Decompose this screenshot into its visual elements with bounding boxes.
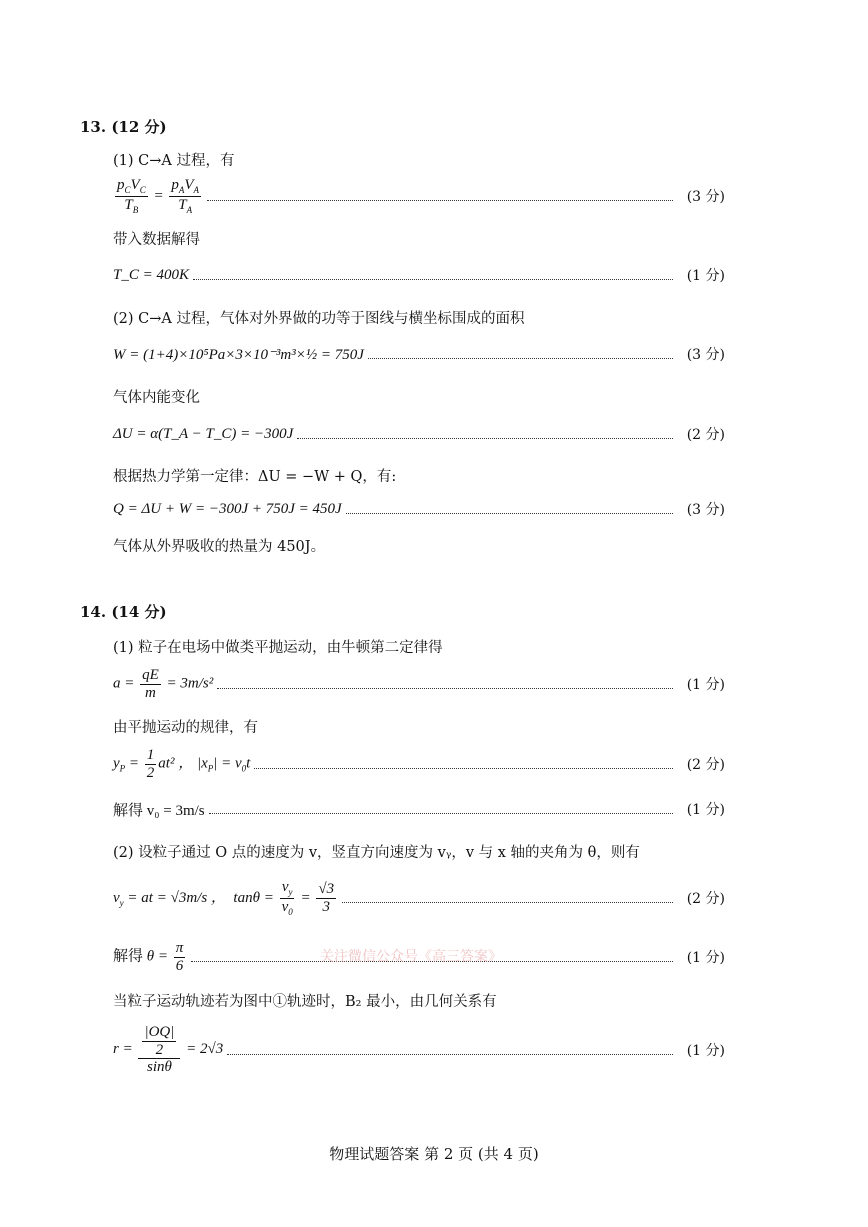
q13-formula-delta-u (113, 423, 725, 445)
q14-part1-intro: (1) 粒子在电场中做类平抛运动，由牛顿第二定律得 (113, 640, 443, 656)
heat-equation: Q = ΔU + W = −300J + 750J = 450J (113, 500, 342, 517)
leader-dots (209, 813, 673, 814)
displacement-equations: $y_P$ = $\frac{1}{2}$ at² ， $|x_P| = v_0t$ (113, 747, 251, 781)
score-points: (1 分) (686, 268, 725, 284)
score-points: (3 分) (686, 502, 725, 518)
page-footer: 物理试题答案 第 2 页 (共 4 页) (329, 1145, 539, 1163)
leader-dots (254, 768, 673, 769)
v0-result: 解得 v₀ = 3m/s (113, 802, 205, 819)
score-points: (2 分) (686, 757, 725, 773)
ideal-gas-equation: $\frac{p_CV_C}{T_B}$ = $\frac{p_AV_A}{T_A}$ (117, 176, 199, 215)
q14-header: 14. (14 分) (80, 603, 167, 621)
q14-trajectory-text: 当粒子运动轨迹若为图中①轨迹时，B₂ 最小，由几何关系有 (113, 994, 497, 1010)
q13-part2-intro: (2) C→A 过程，气体对外界做的功等于图线与横坐标围成的面积 (113, 311, 525, 327)
radius-equation: r = $\frac{\frac{|OQ|}{2}}{\sin\theta}$ = 2√3 (113, 1024, 224, 1076)
q13-internal-energy-text: 气体内能变化 (113, 390, 200, 406)
q13-formula-ideal-gas (113, 176, 725, 216)
score-points: (2 分) (686, 427, 725, 443)
acceleration-equation: a = $\frac{qE}{m}$ = 3m/s² (113, 667, 214, 701)
leader-dots (368, 358, 673, 359)
q13-formula-tc (113, 264, 725, 286)
score-points: (1 分) (686, 950, 725, 966)
q13-formula-work (113, 340, 725, 368)
leader-dots (217, 688, 673, 689)
q13-part1-intro: (1) C→A 过程，有 (113, 153, 235, 169)
leader-dots (342, 902, 673, 903)
q14-formula-yp (113, 744, 725, 784)
q13-header: 13. (12 分) (80, 118, 167, 136)
q13-first-law-text: 根据热力学第一定律：ΔU = −W + Q，有: (113, 469, 397, 485)
velocity-angle-equations: $v_y$ = at = √3m/s ， tanθ = $\frac{v_y}{v_0}$ = $\frac{√3}{3}$ (113, 878, 335, 917)
q14-formula-acceleration (113, 664, 725, 704)
score-points: (1 分) (686, 1043, 725, 1059)
tc-result: T_C = 400K (113, 266, 189, 283)
score-points: (2 分) (686, 891, 725, 907)
score-points: (3 分) (686, 189, 725, 205)
work-equation: W = (1+4)×10⁵Pa×3×10⁻³m³×½ = 750J (113, 346, 364, 363)
leader-dots (297, 438, 673, 439)
leader-dots (207, 200, 673, 201)
score-points: (1 分) (686, 677, 725, 693)
delta-u-equation: ΔU = α(T_A − T_C) = −300J (113, 425, 294, 442)
q14-formula-vy-tan (113, 876, 725, 920)
q13-substitute-text: 带入数据解得 (113, 232, 200, 248)
score-points: (3 分) (686, 347, 725, 363)
q14-formula-radius (113, 1018, 725, 1082)
leader-dots (346, 513, 673, 514)
theta-result: 解得 θ = $\frac{\pi}{6}$ (113, 940, 184, 974)
q14-formula-v0 (113, 798, 725, 820)
leader-dots (193, 279, 673, 280)
score-points: (1 分) (686, 802, 725, 818)
q13-formula-q (113, 498, 725, 520)
q13-conclusion: 气体从外界吸收的热量为 450J。 (113, 539, 326, 555)
q14-part2-intro: (2) 设粒子通过 O 点的速度为 v，竖直方向速度为 vᵧ，v 与 x 轴的夹角为 θ，则有 (113, 845, 640, 861)
watermark: 关注微信公众号《高三答案》 (320, 949, 502, 965)
q14-projectile-rule: 由平抛运动的规律，有 (113, 720, 258, 736)
leader-dots (227, 1054, 673, 1055)
